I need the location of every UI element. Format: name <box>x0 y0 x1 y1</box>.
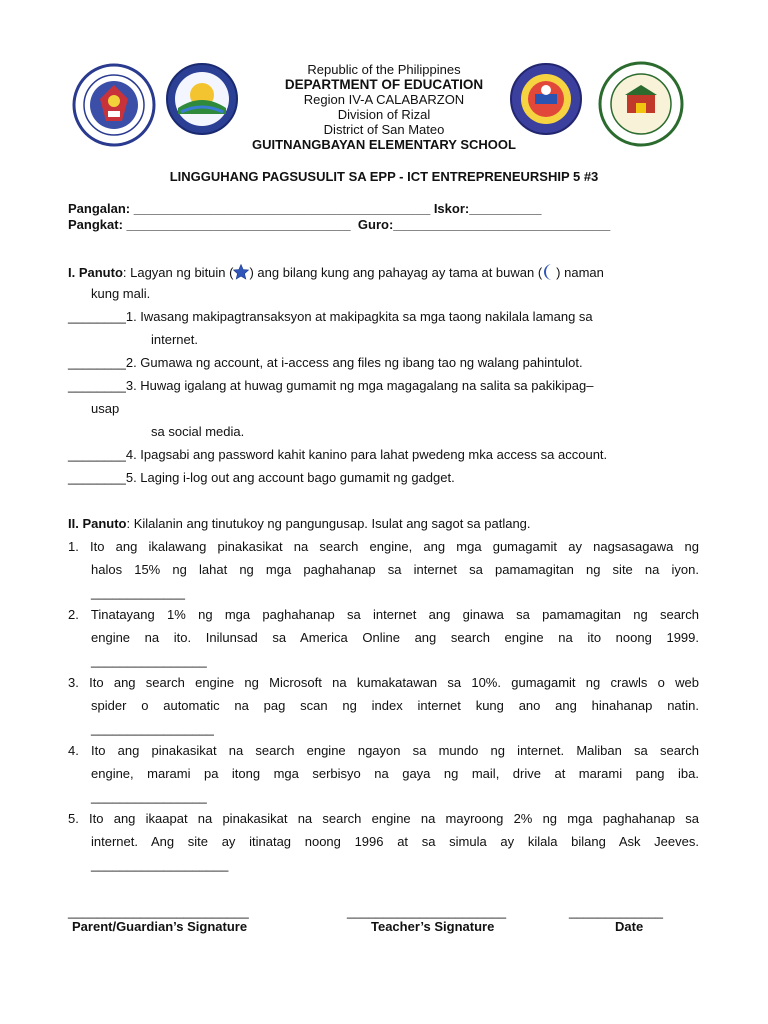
question-item <box>68 607 699 622</box>
guro-label: Guro: <box>357 217 394 232</box>
question-text: halos 15% ng lahat ng mga paghahanap sa internet sa pamamagitan ng site na iyon. <box>91 562 699 577</box>
question-text-cont <box>91 562 699 577</box>
pangkat-label: Pangkat: <box>68 217 123 232</box>
answer-blank[interactable]: _____________ <box>91 585 185 600</box>
question-text: 5. Ito ang ikaapat na pinakasikat na search engine na mayroong 2% ng mga paghahanap sa <box>68 811 699 826</box>
question-text-cont <box>91 766 699 781</box>
answer-blank[interactable]: ________ <box>68 447 126 462</box>
question-text-cont <box>91 698 699 713</box>
list-item <box>68 309 593 324</box>
question-text: spider o automatic na pag scan ng index internet kung ano ang hinahanap natin. <box>91 698 699 713</box>
question-text: 3. Ito ang search engine ng Microsoft na kumakatawan sa 10%. gumagamit ng crawls o web <box>68 675 699 690</box>
question-text: 2. Tinatayang 1% ng mga paghahanap sa internet ang ginawa sa pamamagitan ng search <box>68 607 699 622</box>
item-text-wrap: usap <box>91 401 120 416</box>
question-text-cont <box>91 630 699 645</box>
school-name: GUITNANGBAYAN ELEMENTARY SCHOOL <box>252 137 516 152</box>
region-label: Region IV-A CALABARZON <box>303 92 465 107</box>
question-text: 4. Ito ang pinakasikat na search engine ngayon sa mundo ng internet. Maliban sa search <box>68 743 699 758</box>
question-text-cont <box>91 834 699 849</box>
answer-blank[interactable]: ________ <box>68 355 126 370</box>
date-line[interactable]: _____________ <box>569 904 663 919</box>
pangalan-row <box>68 201 542 216</box>
question-item <box>68 811 699 826</box>
list-item <box>68 378 593 393</box>
list-item <box>68 355 583 370</box>
guro-field[interactable]: ______________________________ <box>393 217 611 232</box>
question-item <box>68 539 699 554</box>
date-label: Date <box>615 919 644 934</box>
item-text: 2. Gumawa ng account, at i-access ang files ng ibang tao ng walang pahintulot. <box>125 355 583 370</box>
division-label: Division of Rizal <box>337 107 431 122</box>
moon-icon <box>542 263 556 281</box>
pangalan-label: Pangalan: <box>68 201 131 216</box>
answer-blank[interactable]: ________ <box>68 378 126 393</box>
pangkat-row <box>68 217 610 232</box>
part2-instr: : Kilalanin ang tinutukoy ng pangungusap. Isulat ang sagot sa patlang. <box>126 516 531 531</box>
district-label: District of San Mateo <box>323 122 445 137</box>
answer-blank[interactable]: ___________________ <box>91 857 229 872</box>
question-text: 1. Ito ang ikalawang pinakasikat na search engine, ang mga gumagamit ay nagsasagawa ng <box>68 539 699 554</box>
question-item <box>68 675 699 690</box>
answer-blank[interactable]: _________________ <box>91 721 214 736</box>
part2-instruction <box>68 516 531 531</box>
pangalan-field[interactable]: _________________________________________ <box>133 201 431 216</box>
department-label: DEPARTMENT OF EDUCATION <box>284 77 484 92</box>
item-text: 4. Ipagsabi ang password kahit kanino para lahat pwedeng mka access sa account. <box>125 447 608 462</box>
answer-blank[interactable]: ________ <box>68 470 126 485</box>
question-item <box>68 743 699 758</box>
item-text-cont: internet. <box>151 332 198 347</box>
part1-instr-b: ) ang bilang kung ang pahayag ay tama at buwan ( <box>249 265 543 280</box>
part1-heading: I. Panuto <box>68 265 123 280</box>
teacher-signature-line[interactable]: ______________________ <box>347 904 507 919</box>
part1-instr-d: kung mali. <box>91 286 151 301</box>
answer-blank[interactable]: ________________ <box>91 789 207 804</box>
answer-blank[interactable]: ________ <box>68 309 126 324</box>
republic-label: Republic of the Philippines <box>307 62 461 77</box>
parent-signature-line[interactable]: _________________________ <box>68 904 249 919</box>
part1-instruction <box>68 263 604 281</box>
part2-heading: II. Panuto <box>68 516 127 531</box>
quiz-title: LINGGUHANG PAGSUSULIT SA EPP - ICT ENTREPRENEURSHIP 5 #3 <box>169 169 599 184</box>
part1-instr-a: : Lagyan ng bituin ( <box>122 265 234 280</box>
list-item <box>68 447 607 462</box>
answer-blank[interactable]: ________________ <box>91 653 207 668</box>
teacher-signature-label: Teacher’s Signature <box>371 919 495 934</box>
pangkat-field[interactable]: _______________________________ <box>126 217 351 232</box>
question-text: engine, marami pa itong mga serbisyo na gaya ng mail, drive at marami pang iba. <box>91 766 699 781</box>
iskor-label: Iskor: <box>433 201 470 216</box>
question-text: engine na ito. Inilunsad sa America Online ang search engine na ito noong 1999. <box>91 630 699 645</box>
star-icon <box>233 264 249 280</box>
item-text: 5. Laging i-log out ang account bago gumamit ng gadget. <box>125 470 455 485</box>
parent-signature-label: Parent/Guardian’s Signature <box>72 919 248 934</box>
part1-instr-c: ) naman <box>556 265 604 280</box>
question-text: internet. Ang site ay itinatag noong 1996 at sa simula ay kilala bilang Ask Jeeves. <box>91 834 699 849</box>
iskor-field[interactable]: __________ <box>469 201 542 216</box>
item-text: 1. Iwasang makipagtransaksyon at makipagkita sa mga taong nakilala lamang sa <box>125 309 593 324</box>
list-item <box>68 470 455 485</box>
item-text: 3. Huwag igalang at huwag gumamit ng mga magagalang na salita sa pakikipag– <box>125 378 594 393</box>
item-text-cont: sa social media. <box>151 424 245 439</box>
